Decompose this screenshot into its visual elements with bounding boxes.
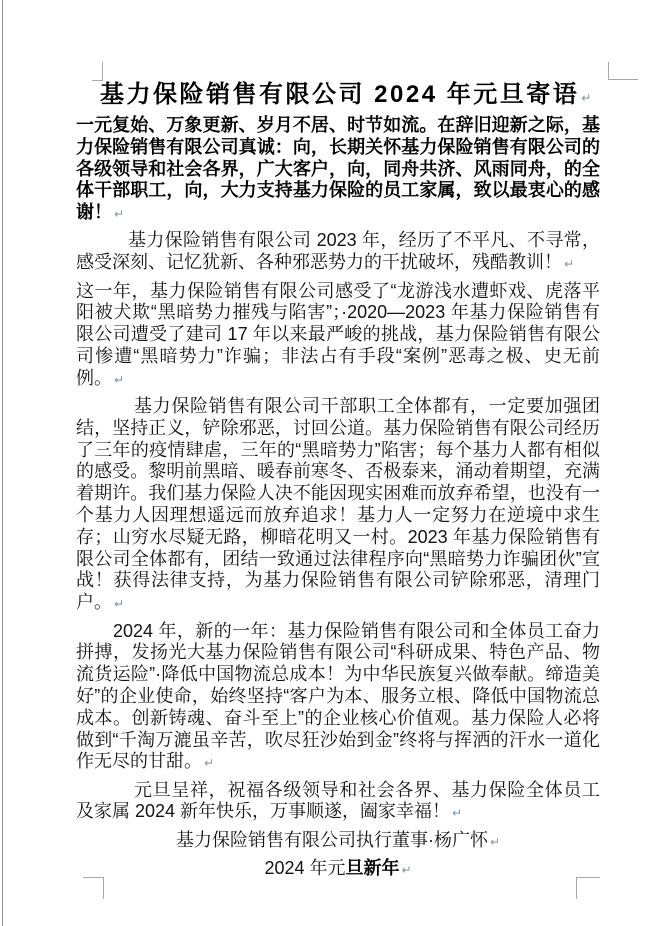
paragraph-mark-icon: ↵ bbox=[114, 207, 125, 222]
paragraph-mark-icon: ↵ bbox=[114, 597, 125, 612]
page-edge-line bbox=[2, 0, 3, 926]
text-boundary-mark-top-right bbox=[608, 62, 638, 80]
signature-line[interactable] bbox=[76, 830, 600, 854]
signature-text: 基力保险销售有限公司执行董事·杨广怀 bbox=[175, 829, 488, 850]
blessing-paragraph[interactable] bbox=[76, 780, 600, 826]
paragraph-mark-icon: ↵ bbox=[114, 372, 125, 387]
paragraph-mark-icon: ↵ bbox=[452, 806, 463, 821]
paragraph-mark-icon: ↵ bbox=[401, 863, 412, 877]
opening-greeting-paragraph[interactable] bbox=[76, 115, 600, 226]
unity-and-lawsuit-paragraph[interactable] bbox=[76, 396, 600, 616]
paragraph-text: 一元复始、万象更新、岁月不居、时节如流。在辞旧迎新之际，基力保险销售有限公司真诚：向，长期关怀基力保险销售有限公司的各级领导和社会各界，广大客户，向，同舟共济、风雨同舟，的全体干部职工，向，大力支持基力保险的员工家属，致以最衷心的感谢！ bbox=[76, 115, 600, 223]
document-text-area[interactable] bbox=[76, 80, 600, 886]
page-title[interactable] bbox=[100, 80, 600, 113]
paragraph-mark-icon: ↵ bbox=[489, 834, 501, 849]
date-line[interactable] bbox=[76, 858, 600, 882]
paragraph-mark-icon: ↵ bbox=[581, 91, 592, 105]
year-2023-review-paragraph[interactable] bbox=[76, 230, 600, 276]
paragraph-text: 2024 年，新的一年：基力保险销售有限公司和全体员工奋力拼搏，发扬光大基力保险销售有限公司“科研成果、特色产品、物流货运险”·降低中国物流总成本！为中华民族复兴做奉献。缔造美好”的企业使命，始终坚持“客户为本、服务立根、降低中国物流总成本。创新铸魂、奋斗至上”的企业核心价值观。基力保险人必将做到“千淘万漉虽辛苦，吹尽狂沙始到金”终将与挥洒的汗水一道化作无尽的甘甜。 bbox=[76, 620, 600, 772]
date-line-bold-text: 旦新年 bbox=[345, 858, 400, 878]
paragraph-text: 基力保险销售有限公司 2023 年，经历了不平凡、不寻常，感受深刻、记忆犹新、各种邪恶势力的干扰破坏，残酷教训！ bbox=[76, 230, 600, 273]
paragraph-text: 元旦呈祥，祝福各级领导和社会各界、基力保险全体员工及家属 2024 新年快乐，万事顺遂，阖家幸福！ bbox=[76, 779, 600, 822]
paragraph-text: 这一年，基力保险销售有限公司感受了“龙游浅水遭虾戏、虎落平阳被犬欺“黑暗势力摧残与陷害”；·2020—2023 年基力保险销售有限公司遭受了建司 17 年以来最严峻的挑战，基力保险销售有限公司惨遭“黑暗势力”诈骗；非法占有手段“案例”恶毒之极、史无前例。 bbox=[76, 280, 600, 388]
text-boundary-mark-top-left bbox=[92, 62, 103, 81]
paragraph-text: 基力保险销售有限公司干部职工全体都有，一定要加强团结，坚持正义，铲除邪恶，讨回公道。基力保险销售有限公司经历了三年的疫情肆虐，三年的“黑暗势力”陷害；每个基力人都有相似的感受。黎明前黑暗、暖春前寒冬、否极泰来，涌动着期望，充满着期许。我们基力保险人决不能因现实困难而放弃希望，也没有一个基力人因理想遥远而放弃追求！基力人一定努力在逆境中求生存；山穷水尽疑无路，柳暗花明又一村。2023 年基力保险销售有限公司全体都有，团结一致通过法律程序向“黑暗势力诈骗团伙”宣战！获得法律支持，为基力保险销售有限公司铲除邪恶，清理门户。 bbox=[76, 396, 600, 613]
dark-forces-paragraph[interactable] bbox=[76, 281, 600, 392]
date-line-normal-text: 2024 年元 bbox=[264, 858, 346, 878]
new-year-outlook-paragraph[interactable] bbox=[76, 621, 600, 776]
paragraph-mark-icon: ↵ bbox=[564, 257, 575, 272]
paragraph-mark-icon: ↵ bbox=[204, 756, 215, 771]
page-title-text: 基力保险销售有限公司 2024 年元旦寄语 bbox=[100, 81, 580, 108]
